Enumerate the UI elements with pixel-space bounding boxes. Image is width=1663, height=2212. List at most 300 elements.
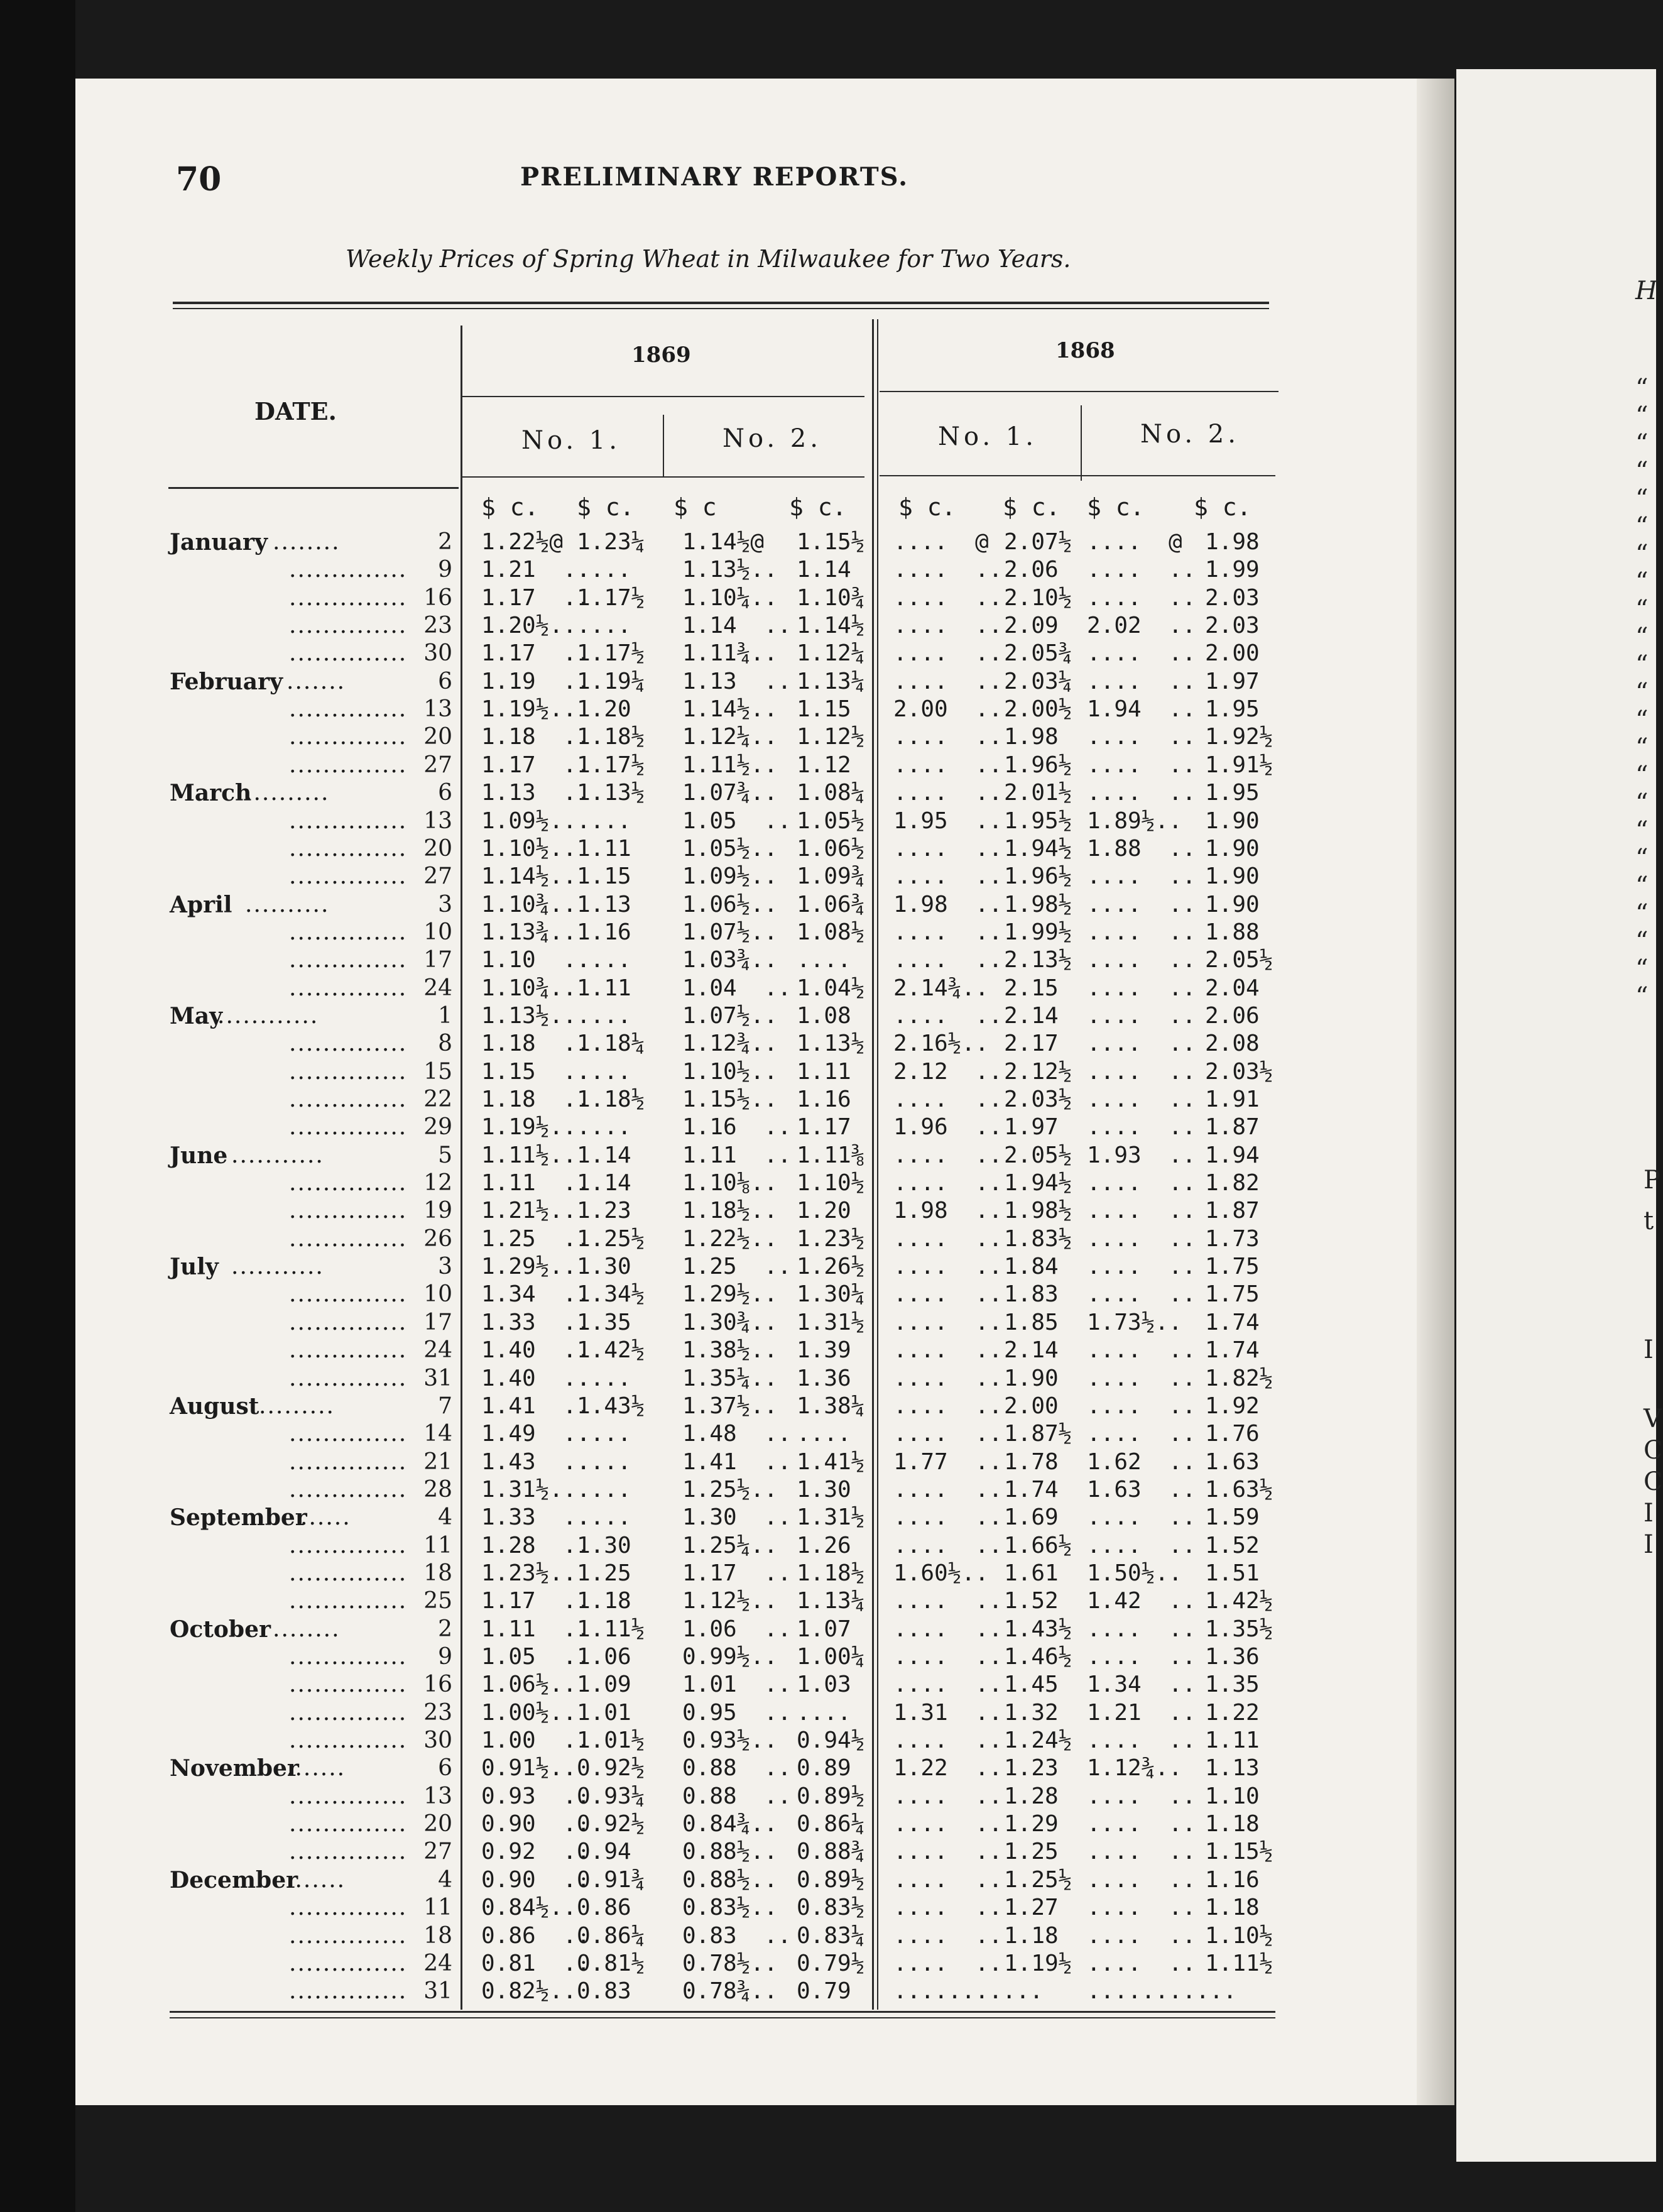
price-cell: .... ..	[1087, 975, 1196, 1001]
price-cell: 1.23½..	[481, 1560, 577, 1586]
price-cell: .... ..	[1087, 640, 1196, 667]
price-cell: 1.10½..	[682, 1058, 778, 1085]
price-cell: 1.40 ..	[481, 1365, 591, 1391]
price-cell: 0.91¾	[577, 1866, 645, 1893]
day-label: 13	[423, 1783, 452, 1809]
price-cell: 1.34½	[577, 1281, 645, 1308]
day-label: 20	[423, 724, 452, 750]
price-cell: 1.17½	[577, 752, 645, 778]
table-row	[170, 613, 1288, 640]
price-cell: 0.84½..	[481, 1895, 577, 1921]
price-cell: 0.93 ..	[481, 1783, 591, 1809]
leader-dots: ..............	[289, 1532, 408, 1558]
price-cell: .... ..	[1087, 947, 1196, 973]
price-cell: 0.89½	[797, 1783, 865, 1809]
leader-dots: ..............	[289, 1031, 408, 1057]
price-cell: 1.94	[1205, 1142, 1260, 1168]
price-cell: .... ..	[1087, 1532, 1196, 1558]
price-cell: 2.13½	[1004, 947, 1072, 973]
price-cell: 1.26½	[797, 1254, 865, 1280]
price-cell: 1.01	[577, 1699, 631, 1726]
price-cell: 1.04 ..	[682, 975, 792, 1001]
price-cell: 1.21½..	[481, 1198, 577, 1224]
price-cell: 1.18 ..	[481, 724, 591, 750]
ditto-mark: “	[1635, 402, 1649, 430]
month-label: January	[170, 529, 268, 556]
price-cell: 1.59	[1205, 1504, 1260, 1531]
price-cell: 1.95	[1205, 696, 1260, 723]
leader-dots: ..............	[289, 947, 408, 973]
price-cell: 0.88½..	[682, 1839, 778, 1865]
price-cell: 1.42½	[577, 1337, 645, 1364]
table-row	[170, 1421, 1288, 1448]
price-cell: 0.86¼	[797, 1811, 865, 1837]
price-cell: 1.31½	[797, 1504, 865, 1531]
leader-dots: ..............	[289, 1087, 408, 1112]
day-label: 9	[438, 1644, 452, 1670]
price-cell: 1.91½	[1205, 752, 1273, 778]
price-cell: 1.16	[797, 1087, 851, 1112]
price-cell: 1.30	[797, 1476, 851, 1503]
price-cell: 0.88 ..	[682, 1755, 792, 1782]
price-cell: 1.29½..	[481, 1254, 577, 1280]
price-cell: 0.79½	[797, 1950, 865, 1976]
price-cell: 1.94 ..	[1087, 696, 1196, 723]
price-cell: 2.06	[1205, 1002, 1260, 1029]
price-cell: 1.15 ..	[481, 1058, 591, 1085]
price-cell: 1.34 ..	[481, 1281, 591, 1308]
price-cell: 1.08¼	[797, 780, 865, 806]
price-cell: .... ..	[893, 1476, 1003, 1503]
table-row	[170, 1588, 1288, 1616]
price-cell: 1.21 ..	[1087, 1699, 1196, 1726]
price-cell: .... ..	[1087, 1950, 1196, 1976]
price-cell: 1.11½	[1205, 1950, 1273, 1976]
price-cell: 1.14½..	[481, 863, 577, 890]
table-row	[170, 863, 1288, 891]
price-cell: 1.05 ..	[481, 1644, 591, 1670]
table-row	[170, 1226, 1288, 1254]
price-cell: 1.22	[1205, 1699, 1260, 1726]
leader-dots: ..............	[289, 1672, 408, 1698]
leader-dots: ..............	[289, 584, 408, 611]
day-label: 20	[423, 1811, 452, 1837]
price-cell: 1.22 ..	[893, 1755, 1003, 1782]
running-head: PRELIMINARY REPORTS.	[520, 162, 909, 192]
price-cell: 1.17 ..	[481, 1588, 591, 1614]
leader-dots: ..............	[289, 863, 408, 890]
price-cell: 1.83½	[1004, 1225, 1072, 1252]
leader-dots: ..............	[289, 1281, 408, 1308]
price-cell: 1.76	[1205, 1421, 1260, 1447]
leader-dots: .......	[286, 1866, 346, 1893]
price-cell: .... ..	[1087, 1421, 1196, 1447]
price-cell: .... ..	[1087, 891, 1196, 917]
day-label: 22	[423, 1087, 452, 1112]
day-label: 28	[423, 1476, 452, 1503]
price-cell: 2.14¾..	[893, 975, 989, 1001]
table-bottom-rule-inner	[170, 2017, 1275, 2018]
day-label: 17	[423, 947, 452, 973]
price-cell: ....	[577, 1421, 631, 1447]
year-header-1869: 1869	[631, 342, 691, 368]
price-cell: .... ..	[893, 1365, 1003, 1391]
price-cell: 1.18 ..	[481, 1087, 591, 1112]
price-cell: 1.22½@	[481, 529, 564, 555]
price-cell: 1.89½..	[1087, 808, 1182, 834]
price-cell: 1.41 ..	[481, 1393, 591, 1419]
unit-label: $ c.	[898, 493, 956, 521]
price-cell: 1.25¼..	[682, 1532, 778, 1558]
leader-dots: ..............	[289, 1811, 408, 1837]
price-cell: .... ..	[893, 1866, 1003, 1893]
price-cell: 1.30	[577, 1254, 631, 1280]
price-cell: 2.00 ..	[893, 696, 1003, 723]
ditto-mark: “	[1635, 789, 1649, 818]
price-cell: 0.83½..	[682, 1895, 778, 1921]
leader-dots: ..............	[289, 1225, 408, 1252]
table-row	[170, 808, 1288, 836]
price-cell: 1.87½	[1004, 1421, 1072, 1447]
price-cell: .... ..	[1087, 919, 1196, 945]
price-cell: 1.98 ..	[893, 1198, 1003, 1224]
price-cell: 1.00½..	[481, 1699, 577, 1726]
day-label: 6	[438, 668, 452, 694]
price-cell: 1.45	[1004, 1672, 1059, 1698]
unit-label: $ c.	[481, 493, 539, 521]
price-cell: 1.41 ..	[682, 1448, 792, 1475]
price-cell: .... ..	[893, 1950, 1003, 1976]
table-row	[170, 1672, 1288, 1699]
price-cell: .... ..	[893, 668, 1003, 694]
price-cell: .... ..	[1087, 584, 1196, 611]
price-cell: 0.81½	[577, 1950, 645, 1976]
facing-page	[1456, 69, 1663, 2162]
price-cell: 1.92	[1205, 1393, 1260, 1419]
price-cell: 1.24½	[1004, 1727, 1072, 1754]
table-row	[170, 640, 1288, 668]
leader-dots: ..............	[289, 640, 408, 667]
year-header-1868: 1868	[1055, 338, 1115, 363]
leader-dots: ..............	[289, 1727, 408, 1754]
price-cell: .... ..	[1087, 557, 1196, 583]
page-fold	[1417, 79, 1454, 2105]
price-cell: 1.18	[1205, 1811, 1260, 1837]
price-cell: .... ..	[1087, 1616, 1196, 1642]
month-label: March	[170, 780, 252, 807]
table-row	[170, 1533, 1288, 1560]
price-cell: 1.19½	[1004, 1950, 1072, 1976]
price-cell: 2.16½..	[893, 1031, 989, 1057]
day-label: 31	[423, 1978, 452, 2005]
price-cell: ...........	[893, 1978, 1044, 2005]
price-cell: 1.35	[577, 1309, 631, 1335]
price-cell: 1.15	[577, 863, 631, 890]
price-cell: 2.15	[1004, 975, 1059, 1001]
day-label: 13	[423, 808, 452, 834]
price-cell: 1.06½	[797, 835, 865, 862]
day-label: 10	[423, 919, 452, 945]
table-row	[170, 1755, 1288, 1783]
price-cell: 1.18 ..	[481, 1031, 591, 1057]
subheader-1869-no2: No. 2.	[722, 424, 822, 453]
price-cell: 1.12¼	[797, 640, 865, 667]
leader-dots: ..........	[245, 780, 330, 806]
table-row	[170, 1811, 1288, 1839]
price-cell: .... ..	[1087, 1002, 1196, 1029]
price-cell: 1.14 ..	[682, 613, 792, 639]
price-cell: 1.07¾..	[682, 780, 778, 806]
table-row	[170, 1727, 1288, 1755]
month-label: August	[170, 1393, 259, 1420]
price-cell: 1.90	[1004, 1365, 1059, 1391]
price-cell: 1.19 ..	[481, 668, 591, 694]
year-1868-rule	[880, 391, 1279, 392]
table-row	[170, 1783, 1288, 1811]
leader-dots: ..............	[289, 1198, 408, 1224]
price-cell: 1.15½	[1205, 1839, 1273, 1865]
price-cell: 1.03¾..	[682, 947, 778, 973]
price-cell: 1.50½..	[1087, 1560, 1182, 1586]
price-cell: 1.09¾	[797, 863, 865, 890]
price-cell: 0.93¼	[577, 1783, 645, 1809]
table-row	[170, 1114, 1288, 1142]
price-cell: 0.89	[797, 1755, 851, 1782]
price-cell: .... ..	[893, 780, 1003, 806]
table-row	[170, 529, 1288, 557]
day-label: 5	[438, 1142, 452, 1168]
price-cell: 1.23	[577, 1198, 631, 1224]
price-cell: .... ..	[1087, 863, 1196, 890]
price-cell: 1.98	[1205, 529, 1260, 555]
table-row	[170, 669, 1288, 696]
table-row	[170, 1923, 1288, 1951]
table-row	[170, 919, 1288, 947]
price-cell: 1.14½@	[682, 529, 765, 555]
price-cell: 1.11 ..	[481, 1170, 591, 1196]
day-label: 27	[423, 752, 452, 778]
price-cell: 1.11	[577, 975, 631, 1001]
price-cell: 1.13½	[797, 1031, 865, 1057]
price-cell: 1.10½..	[481, 835, 577, 862]
table-row	[170, 1393, 1288, 1421]
price-cell: 1.10½	[1205, 1922, 1273, 1949]
price-cell: 1.12¾..	[1087, 1755, 1182, 1782]
leader-dots: ..............	[289, 1978, 408, 2005]
price-cell: 1.33 ..	[481, 1309, 591, 1335]
price-cell: 1.90	[1205, 891, 1260, 917]
price-cell: 1.74	[1004, 1476, 1059, 1503]
day-label: 10	[423, 1281, 452, 1308]
table-row	[170, 1003, 1288, 1031]
price-cell: 1.35¼..	[682, 1365, 778, 1391]
price-cell: 1.14	[577, 1170, 631, 1196]
price-cell: 1.17 ..	[481, 584, 591, 611]
facing-page-fragment: t	[1644, 1207, 1654, 1235]
leader-dots: ..............	[289, 1365, 408, 1391]
price-cell: .... ..	[1087, 1866, 1196, 1893]
price-cell: 1.84	[1004, 1254, 1059, 1280]
price-cell: 1.09½..	[682, 863, 778, 890]
price-cell: 2.09	[1004, 613, 1059, 639]
price-cell: 1.23½	[797, 1225, 865, 1252]
day-label: 21	[423, 1448, 452, 1475]
price-cell: 1.06½..	[481, 1672, 577, 1698]
table-row	[170, 1477, 1288, 1504]
price-cell: 1.22½..	[682, 1225, 778, 1252]
price-cell: 1.82	[1205, 1170, 1260, 1196]
price-cell: 1.12	[797, 752, 851, 778]
price-cell: 0.82½..	[481, 1978, 577, 2005]
price-cell: ....	[577, 1504, 631, 1531]
price-cell: 0.90 ..	[481, 1811, 591, 1837]
price-cell: 2.12 ..	[893, 1058, 1003, 1085]
price-cell: 1.06¾	[797, 891, 865, 917]
price-cell: 1.19½..	[481, 1114, 577, 1141]
day-label: 3	[438, 891, 452, 917]
price-cell: 0.78¾..	[682, 1978, 778, 2005]
subheader-divider-1868	[1081, 405, 1082, 481]
unit-label: $ c.	[789, 493, 847, 521]
price-cell: .... ..	[893, 557, 1003, 583]
price-cell: 1.61	[1004, 1560, 1059, 1586]
price-cell: .... ..	[893, 919, 1003, 945]
price-cell: 1.99	[1205, 557, 1260, 583]
price-cell: 1.13	[1205, 1755, 1260, 1782]
table-row	[170, 696, 1288, 724]
price-cell: 2.03	[1205, 584, 1260, 611]
price-cell: ....	[577, 947, 631, 973]
price-cell: 2.00	[1205, 640, 1260, 667]
price-cell: 1.63	[1205, 1448, 1260, 1475]
price-cell: 1.13½..	[481, 1002, 577, 1029]
price-cell: 1.26	[797, 1532, 851, 1558]
price-cell: 1.98	[1004, 724, 1059, 750]
ditto-mark: “	[1635, 512, 1649, 541]
price-cell: 1.09½..	[481, 808, 577, 834]
price-cell: 1.88 ..	[1087, 835, 1196, 862]
price-cell: 1.15½..	[682, 1087, 778, 1112]
day-label: 2	[438, 529, 452, 555]
price-cell: 1.77 ..	[893, 1448, 1003, 1475]
price-cell: 1.16	[577, 919, 631, 945]
price-cell: ...........	[1087, 1978, 1237, 2005]
price-cell: .... ..	[893, 1225, 1003, 1252]
subheader-1869-no1: No. 1.	[521, 426, 621, 455]
price-cell: .... ..	[1087, 1922, 1196, 1949]
price-cell: 1.46½	[1004, 1644, 1072, 1670]
price-cell: 1.10⅛..	[682, 1170, 778, 1196]
price-cell: 1.10¾..	[481, 975, 577, 1001]
ditto-mark: “	[1635, 567, 1649, 596]
price-cell: 1.31½..	[481, 1476, 577, 1503]
price-cell: 1.06	[577, 1644, 631, 1670]
price-cell: 1.13½	[577, 780, 645, 806]
day-label: 15	[423, 1058, 452, 1085]
price-cell: 1.13	[577, 891, 631, 917]
ditto-mark: “	[1635, 844, 1649, 873]
price-cell: 1.42 ..	[1087, 1588, 1196, 1614]
price-cell: ....	[577, 808, 631, 834]
price-cell: 0.84¾..	[682, 1811, 778, 1837]
price-cell: 1.83	[1004, 1281, 1059, 1308]
table-row	[170, 1700, 1288, 1727]
price-cell: 1.12¾..	[682, 1031, 778, 1057]
price-cell: 1.75	[1205, 1281, 1260, 1308]
price-cell: 1.17 ..	[481, 640, 591, 667]
price-cell: 1.95½	[1004, 808, 1072, 834]
price-cell: 1.12½	[797, 724, 865, 750]
leader-dots: ..............	[289, 1476, 408, 1503]
price-cell: 1.11½..	[481, 1142, 577, 1168]
price-cell: ....	[797, 1699, 851, 1726]
price-cell: .... ..	[1087, 1337, 1196, 1364]
price-cell: .... ..	[1087, 1839, 1196, 1865]
price-cell: .... ..	[1087, 1198, 1196, 1224]
day-label: 25	[423, 1588, 452, 1614]
day-label: 27	[423, 863, 452, 890]
price-cell: 1.20½..	[481, 613, 577, 639]
price-cell: 1.43 ..	[481, 1448, 591, 1475]
table-row	[170, 1087, 1288, 1114]
table-row	[170, 1031, 1288, 1058]
ditto-mark: “	[1635, 595, 1649, 624]
price-cell: 1.31 ..	[893, 1699, 1003, 1726]
table-row	[170, 1337, 1288, 1365]
price-cell: .... ..	[893, 752, 1003, 778]
price-cell: 1.23	[1004, 1755, 1059, 1782]
price-cell: 1.32	[1004, 1699, 1059, 1726]
price-cell: 1.69	[1004, 1504, 1059, 1531]
price-cell: ....	[577, 613, 631, 639]
price-cell: 1.96½	[1004, 752, 1072, 778]
day-label: 11	[423, 1895, 452, 1921]
leader-dots: ..............	[289, 1058, 408, 1085]
leader-dots: ..........	[245, 891, 330, 917]
price-cell: .... ..	[1087, 1393, 1196, 1419]
price-cell: 1.37½..	[682, 1393, 778, 1419]
price-cell: .... ..	[893, 584, 1003, 611]
price-cell: 1.36	[797, 1365, 851, 1391]
table-bottom-rule	[170, 2011, 1275, 2013]
leader-dots: ............	[217, 1002, 319, 1029]
facing-page-fragment: V	[1644, 1404, 1662, 1433]
table-top-rule-inner	[173, 308, 1269, 309]
price-cell: 1.39	[797, 1337, 851, 1364]
day-label: 6	[438, 1755, 452, 1782]
price-cell: 1.93 ..	[1087, 1142, 1196, 1168]
leader-dots: ..............	[289, 1560, 408, 1586]
day-label: 27	[423, 1839, 452, 1865]
table-row	[170, 1504, 1288, 1532]
price-cell: .... ..	[893, 724, 1003, 750]
price-cell: 1.25½	[577, 1225, 645, 1252]
price-cell: 1.43½	[577, 1393, 645, 1419]
price-cell: 1.11 ..	[481, 1616, 591, 1642]
price-cell: 1.94½	[1004, 835, 1072, 862]
leader-dots: .......	[286, 1755, 346, 1782]
table-row	[170, 1951, 1288, 1978]
day-label: 24	[423, 1337, 452, 1364]
price-cell: .... ..	[893, 947, 1003, 973]
price-cell: .... ..	[893, 1811, 1003, 1837]
price-cell: 1.05 ..	[682, 808, 792, 834]
price-cell: 0.90 ..	[481, 1866, 591, 1893]
ditto-mark: “	[1635, 374, 1649, 403]
price-cell: 1.63½	[1205, 1476, 1273, 1503]
price-cell: 1.13¾..	[481, 919, 577, 945]
price-cell: 2.05½	[1004, 1142, 1072, 1168]
